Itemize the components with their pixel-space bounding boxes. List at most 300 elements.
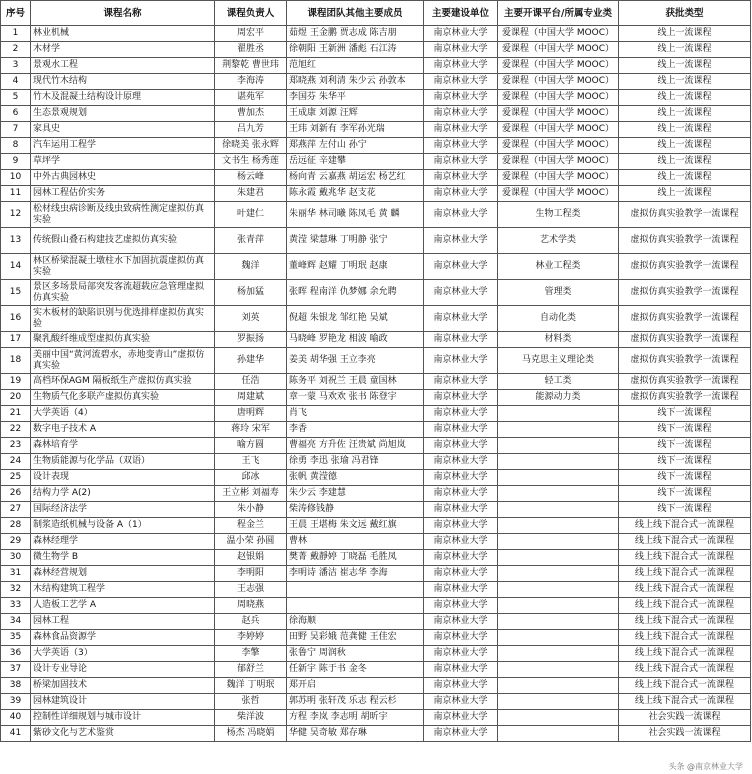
cell-team: 茹煜 王金鹏 贾志成 陈吉朋: [287, 26, 424, 42]
cell-platform: 爱课程（中国大学 MOOC）: [498, 170, 619, 186]
cell-unit: 南京林业大学: [424, 486, 498, 502]
cell-index: 18: [1, 348, 31, 374]
table-row: [1, 390, 751, 406]
cell-unit: 南京林业大学: [424, 42, 498, 58]
cell-lead: 王志强: [215, 582, 287, 598]
cell-type: 线上线下混合式一流课程: [619, 694, 751, 710]
cell-unit: 南京林业大学: [424, 614, 498, 630]
cell-lead: 程金兰: [215, 518, 287, 534]
cell-platform: 艺术学类: [498, 228, 619, 254]
cell-unit: 南京林业大学: [424, 726, 498, 742]
cell-course-name: 数字电子技术 A: [31, 422, 215, 438]
cell-team: 王晨 王堪梅 朱文远 戴红旗: [287, 518, 424, 534]
cell-lead: 柴洋波: [215, 710, 287, 726]
cell-team: 樊菁 戴靜婷 丁晓磊 毛胜凤: [287, 550, 424, 566]
cell-index: 3: [1, 58, 31, 74]
cell-team: 任新宇 陈于书 金冬: [287, 662, 424, 678]
cell-course-name: 木材学: [31, 42, 215, 58]
cell-unit: 南京林业大学: [424, 422, 498, 438]
cell-course-name: 制浆造纸机械与设备 A（1）: [31, 518, 215, 534]
cell-course-name: 中外古典园林史: [31, 170, 215, 186]
cell-type: 线上一流课程: [619, 170, 751, 186]
cell-course-name: 草坪学: [31, 154, 215, 170]
cell-index: 19: [1, 374, 31, 390]
cell-type: 线上一流课程: [619, 90, 751, 106]
cell-team: [287, 598, 424, 614]
cell-index: 16: [1, 306, 31, 332]
cell-index: 6: [1, 106, 31, 122]
cell-course-name: 高档环保AGM 隔板纸生产虚拟仿真实验: [31, 374, 215, 390]
cell-unit: 南京林业大学: [424, 518, 498, 534]
cell-team: 徐勇 李迅 张瑜 冯君锋: [287, 454, 424, 470]
cell-team: 郑燕萍 左付山 孙宁: [287, 138, 424, 154]
cell-type: 线上线下混合式一流课程: [619, 566, 751, 582]
table-row: [1, 74, 751, 90]
cell-course-name: 设计专业导论: [31, 662, 215, 678]
cell-course-name: 生物质能源与化学品（双语）: [31, 454, 215, 470]
cell-index: 4: [1, 74, 31, 90]
cell-course-name: 大学英语（4）: [31, 406, 215, 422]
cell-platform: [498, 614, 619, 630]
table-row: [1, 502, 751, 518]
cell-unit: 南京林业大学: [424, 406, 498, 422]
table-row: [1, 406, 751, 422]
table-row: [1, 306, 751, 332]
cell-index: 1: [1, 26, 31, 42]
cell-lead: 李明阳: [215, 566, 287, 582]
header-team: 课程团队其他主要成员: [287, 1, 424, 26]
cell-lead: 李擎: [215, 646, 287, 662]
table-row: [1, 280, 751, 306]
cell-course-name: 林业机械: [31, 26, 215, 42]
cell-unit: 南京林业大学: [424, 454, 498, 470]
cell-unit: 南京林业大学: [424, 390, 498, 406]
cell-index: 29: [1, 534, 31, 550]
cell-course-name: 控制性详细规划与城市设计: [31, 710, 215, 726]
table-row: [1, 42, 751, 58]
cell-lead: 翟胜丞: [215, 42, 287, 58]
cell-unit: 南京林业大学: [424, 26, 498, 42]
cell-unit: 南京林业大学: [424, 502, 498, 518]
cell-platform: [498, 694, 619, 710]
table-row: [1, 374, 751, 390]
cell-lead: 吕九芳: [215, 122, 287, 138]
cell-team: 董峰辉 赵耀 丁明珉 赵康: [287, 254, 424, 280]
cell-index: 37: [1, 662, 31, 678]
cell-lead: 刘英: [215, 306, 287, 332]
cell-index: 36: [1, 646, 31, 662]
cell-platform: 爱课程（中国大学 MOOC）: [498, 58, 619, 74]
cell-platform: [498, 726, 619, 742]
cell-index: 22: [1, 422, 31, 438]
table-row: [1, 678, 751, 694]
cell-course-name: 桥梁加固技术: [31, 678, 215, 694]
cell-index: 20: [1, 390, 31, 406]
cell-lead: 荆黎乾 曹世玮: [215, 58, 287, 74]
cell-lead: 蒋玲 宋军: [215, 422, 287, 438]
cell-team: 肖飞: [287, 406, 424, 422]
cell-type: 线下一流课程: [619, 438, 751, 454]
cell-unit: 南京林业大学: [424, 280, 498, 306]
cell-lead: 叶建仁: [215, 202, 287, 228]
cell-type: 线下一流课程: [619, 454, 751, 470]
cell-platform: 爱课程（中国大学 MOOC）: [498, 154, 619, 170]
cell-lead: 曹加杰: [215, 106, 287, 122]
cell-team: 李国芬 朱华平: [287, 90, 424, 106]
cell-platform: [498, 598, 619, 614]
cell-unit: 南京林业大学: [424, 662, 498, 678]
cell-team: 李香: [287, 422, 424, 438]
cell-type: 线下一流课程: [619, 486, 751, 502]
cell-lead: 邱冰: [215, 470, 287, 486]
cell-type: 线下一流课程: [619, 502, 751, 518]
cell-team: 姜美 胡华强 王立李亮: [287, 348, 424, 374]
cell-team: 黄滢 梁慧琳 丁明静 张宁: [287, 228, 424, 254]
cell-type: 线下一流课程: [619, 406, 751, 422]
cell-team: 朱少云 李建慧: [287, 486, 424, 502]
cell-team: 郑晓燕 刘利清 朱少云 孙敦本: [287, 74, 424, 90]
cell-type: 虚拟仿真实验教学一流课程: [619, 228, 751, 254]
cell-index: 7: [1, 122, 31, 138]
cell-unit: 南京林业大学: [424, 678, 498, 694]
cell-platform: 林业工程类: [498, 254, 619, 280]
cell-team: 章一蒙 马欢欢 张书 陈登宇: [287, 390, 424, 406]
table-row: [1, 566, 751, 582]
cell-unit: 南京林业大学: [424, 186, 498, 202]
cell-team: 徐海顺: [287, 614, 424, 630]
cell-platform: 爱课程（中国大学 MOOC）: [498, 122, 619, 138]
cell-team: 马晓峰 罗艳龙 相波 喻政: [287, 332, 424, 348]
cell-team: 倪超 朱银龙 邹红艳 吴斌: [287, 306, 424, 332]
cell-unit: 南京林业大学: [424, 566, 498, 582]
cell-platform: [498, 678, 619, 694]
cell-type: 虚拟仿真实验教学一流课程: [619, 280, 751, 306]
header-unit: 主要建设单位: [424, 1, 498, 26]
table-row: [1, 170, 751, 186]
cell-team: 徐朝阳 王新洲 潘彪 石江涛: [287, 42, 424, 58]
table-row: [1, 90, 751, 106]
cell-lead: 郁舒兰: [215, 662, 287, 678]
cell-course-name: 微生物学 B: [31, 550, 215, 566]
cell-index: 14: [1, 254, 31, 280]
cell-platform: 生物工程类: [498, 202, 619, 228]
table-row: [1, 58, 751, 74]
table-row: [1, 454, 751, 470]
cell-index: 33: [1, 598, 31, 614]
table-row: [1, 348, 751, 374]
cell-index: 38: [1, 678, 31, 694]
cell-unit: 南京林业大学: [424, 534, 498, 550]
cell-unit: 南京林业大学: [424, 438, 498, 454]
cell-type: 线上一流课程: [619, 26, 751, 42]
cell-index: 27: [1, 502, 31, 518]
cell-lead: 王立彬 刘福寿: [215, 486, 287, 502]
cell-platform: 马克思主义理论类: [498, 348, 619, 374]
cell-platform: 材料类: [498, 332, 619, 348]
cell-course-name: 森林经理学: [31, 534, 215, 550]
cell-course-name: 园林工程: [31, 614, 215, 630]
cell-unit: 南京林业大学: [424, 550, 498, 566]
cell-type: 线上线下混合式一流课程: [619, 518, 751, 534]
header-type: 获批类型: [619, 1, 751, 26]
cell-unit: 南京林业大学: [424, 374, 498, 390]
cell-course-name: 生态景观规划: [31, 106, 215, 122]
cell-platform: [498, 550, 619, 566]
cell-unit: 南京林业大学: [424, 154, 498, 170]
cell-team: 王成康 刘源 汪辉: [287, 106, 424, 122]
cell-lead: 杨云峰: [215, 170, 287, 186]
cell-unit: 南京林业大学: [424, 694, 498, 710]
cell-course-name: 设计表现: [31, 470, 215, 486]
cell-platform: 自动化类: [498, 306, 619, 332]
cell-course-name: 景区多场景局部突发客流超载应急管理虚拟仿真实验: [31, 280, 215, 306]
cell-course-name: 森林食品资源学: [31, 630, 215, 646]
cell-index: 40: [1, 710, 31, 726]
cell-index: 13: [1, 228, 31, 254]
cell-index: 34: [1, 614, 31, 630]
table-row: [1, 630, 751, 646]
cell-team: 郭苏明 张轩茂 乐志 程云杉: [287, 694, 424, 710]
cell-platform: [498, 518, 619, 534]
cell-lead: 赵银娟: [215, 550, 287, 566]
cell-type: 线上线下混合式一流课程: [619, 678, 751, 694]
cell-lead: 文书生 杨秀莲: [215, 154, 287, 170]
cell-platform: 爱课程（中国大学 MOOC）: [498, 42, 619, 58]
cell-type: 线上线下混合式一流课程: [619, 662, 751, 678]
table-row: [1, 598, 751, 614]
table-row: [1, 646, 751, 662]
cell-platform: [498, 534, 619, 550]
cell-unit: 南京林业大学: [424, 138, 498, 154]
table-row: [1, 438, 751, 454]
table-row: [1, 582, 751, 598]
cell-type: 虚拟仿真实验教学一流课程: [619, 306, 751, 332]
cell-lead: 周晓燕: [215, 598, 287, 614]
cell-platform: 爱课程（中国大学 MOOC）: [498, 26, 619, 42]
cell-type: 虚拟仿真实验教学一流课程: [619, 390, 751, 406]
table-row: [1, 486, 751, 502]
table-header-row: [1, 1, 751, 26]
cell-platform: [498, 406, 619, 422]
cell-team: 柴涛修钱静: [287, 502, 424, 518]
table-row: [1, 106, 751, 122]
cell-lead: 赵兵: [215, 614, 287, 630]
cell-course-name: 现代竹木结构: [31, 74, 215, 90]
cell-team: 张晖 程南洋 仇梦娜 余允聘: [287, 280, 424, 306]
cell-team: 方程 李岚 李志明 胡昕宇: [287, 710, 424, 726]
cell-lead: 罗振扬: [215, 332, 287, 348]
table-row: [1, 138, 751, 154]
cell-type: 线上线下混合式一流课程: [619, 534, 751, 550]
cell-type: 线上一流课程: [619, 122, 751, 138]
cell-index: 39: [1, 694, 31, 710]
cell-index: 10: [1, 170, 31, 186]
cell-type: 线下一流课程: [619, 422, 751, 438]
cell-type: 虚拟仿真实验教学一流课程: [619, 202, 751, 228]
cell-platform: [498, 502, 619, 518]
cell-type: 虚拟仿真实验教学一流课程: [619, 374, 751, 390]
cell-course-name: 林区桥梁混凝土墩柱水下加固抗震虚拟仿真实验: [31, 254, 215, 280]
cell-type: 线上线下混合式一流课程: [619, 582, 751, 598]
cell-type: 线上线下混合式一流课程: [619, 550, 751, 566]
table-row: [1, 534, 751, 550]
cell-unit: 南京林业大学: [424, 202, 498, 228]
table-row: [1, 228, 751, 254]
cell-lead: 张哲: [215, 694, 287, 710]
cell-team: 陈务平 刘祝兰 王晨 童国林: [287, 374, 424, 390]
table-row: [1, 614, 751, 630]
cell-index: 23: [1, 438, 31, 454]
cell-index: 12: [1, 202, 31, 228]
cell-platform: [498, 454, 619, 470]
cell-unit: 南京林业大学: [424, 470, 498, 486]
cell-type: 线上线下混合式一流课程: [619, 630, 751, 646]
cell-team: 杨向青 云嘉燕 胡运宏 杨艺红: [287, 170, 424, 186]
cell-course-name: 紫砂文化与艺术鉴赏: [31, 726, 215, 742]
table-row: [1, 694, 751, 710]
table-body: [1, 26, 751, 742]
cell-platform: 管理类: [498, 280, 619, 306]
cell-course-name: 木结构建筑工程学: [31, 582, 215, 598]
cell-index: 26: [1, 486, 31, 502]
cell-index: 41: [1, 726, 31, 742]
cell-lead: 徐晓美 张永辉: [215, 138, 287, 154]
cell-course-name: 竹木及混凝土结构设计原理: [31, 90, 215, 106]
cell-course-name: 景观水工程: [31, 58, 215, 74]
header-course-name: 课程名称: [31, 1, 215, 26]
cell-index: 9: [1, 154, 31, 170]
cell-unit: 南京林业大学: [424, 710, 498, 726]
cell-unit: 南京林业大学: [424, 90, 498, 106]
table-row: [1, 422, 751, 438]
cell-team: 曹福亮 方升佐 汪贵斌 尚旭岚: [287, 438, 424, 454]
cell-team: 朱丽华 林司曦 陈凤毛 黄 麟: [287, 202, 424, 228]
cell-type: 线上一流课程: [619, 186, 751, 202]
cell-course-name: 园林建筑设计: [31, 694, 215, 710]
table-row: [1, 710, 751, 726]
table-row: [1, 122, 751, 138]
cell-index: 11: [1, 186, 31, 202]
cell-course-name: 聚乳酸纤维成型虚拟仿真实验: [31, 332, 215, 348]
cell-index: 8: [1, 138, 31, 154]
cell-course-name: 松材线虫病诊断及线虫致病性测定虚拟仿真实验: [31, 202, 215, 228]
cell-platform: [498, 662, 619, 678]
cell-team: 华健 吴奇敏 郑存琳: [287, 726, 424, 742]
cell-type: 线上一流课程: [619, 42, 751, 58]
cell-type: 社会实践一流课程: [619, 710, 751, 726]
watermark-label: 头条 @南京林业大学: [665, 761, 746, 772]
cell-lead: 周宏平: [215, 26, 287, 42]
cell-team: [287, 582, 424, 598]
cell-index: 24: [1, 454, 31, 470]
cell-lead: 杨杰 冯晓娟: [215, 726, 287, 742]
cell-type: 社会实践一流课程: [619, 726, 751, 742]
cell-unit: 南京林业大学: [424, 122, 498, 138]
cell-platform: [498, 470, 619, 486]
cell-platform: [498, 630, 619, 646]
cell-platform: [498, 422, 619, 438]
cell-course-name: 家具史: [31, 122, 215, 138]
cell-lead: 魏洋 丁明珉: [215, 678, 287, 694]
cell-team: 郑开启: [287, 678, 424, 694]
cell-course-name: 大学英语（3）: [31, 646, 215, 662]
cell-team: 范旭红: [287, 58, 424, 74]
table-row: [1, 518, 751, 534]
cell-lead: 周建斌: [215, 390, 287, 406]
cell-platform: 轻工类: [498, 374, 619, 390]
cell-index: 30: [1, 550, 31, 566]
table-row: [1, 26, 751, 42]
table-row: [1, 332, 751, 348]
cell-team: 岳远征 辛建攀: [287, 154, 424, 170]
table-row: [1, 202, 751, 228]
cell-lead: 杨加猛: [215, 280, 287, 306]
cell-course-name: 园林工程估价实务: [31, 186, 215, 202]
cell-unit: 南京林业大学: [424, 646, 498, 662]
cell-platform: [498, 566, 619, 582]
cell-lead: 唐明辉: [215, 406, 287, 422]
cell-index: 25: [1, 470, 31, 486]
header-index: 序号: [1, 1, 31, 26]
cell-unit: 南京林业大学: [424, 630, 498, 646]
table-row: [1, 254, 751, 280]
cell-course-name: 国际经济法学: [31, 502, 215, 518]
cell-lead: 喻方圆: [215, 438, 287, 454]
cell-platform: [498, 486, 619, 502]
cell-course-name: 森林经营规划: [31, 566, 215, 582]
cell-team: 曹林: [287, 534, 424, 550]
cell-lead: 李海涛: [215, 74, 287, 90]
cell-lead: 李婷婷: [215, 630, 287, 646]
cell-unit: 南京林业大学: [424, 170, 498, 186]
cell-lead: 温小荣 孙圆: [215, 534, 287, 550]
header-lead: 课程负责人: [215, 1, 287, 26]
cell-platform: 爱课程（中国大学 MOOC）: [498, 106, 619, 122]
cell-index: 5: [1, 90, 31, 106]
cell-team: 张鲁宁 周润秋: [287, 646, 424, 662]
table-row: [1, 154, 751, 170]
cell-platform: [498, 646, 619, 662]
table-row: [1, 186, 751, 202]
cell-unit: 南京林业大学: [424, 582, 498, 598]
cell-course-name: 人造板工艺学 A: [31, 598, 215, 614]
cell-platform: [498, 438, 619, 454]
table-row: [1, 726, 751, 742]
cell-lead: 任浩: [215, 374, 287, 390]
cell-team: 张帆 黄滢德: [287, 470, 424, 486]
cell-team: 田野 吴彩娥 范龚健 王佳宏: [287, 630, 424, 646]
cell-lead: 朱小静: [215, 502, 287, 518]
cell-team: 李明诗 潘洁 崔志华 李海: [287, 566, 424, 582]
cell-unit: 南京林业大学: [424, 332, 498, 348]
cell-lead: 孙建华: [215, 348, 287, 374]
cell-type: 虚拟仿真实验教学一流课程: [619, 254, 751, 280]
cell-type: 线上一流课程: [619, 58, 751, 74]
cell-index: 32: [1, 582, 31, 598]
cell-index: 21: [1, 406, 31, 422]
cell-platform: 爱课程（中国大学 MOOC）: [498, 138, 619, 154]
cell-course-name: 结构力学 A(2): [31, 486, 215, 502]
cell-type: 虚拟仿真实验教学一流课程: [619, 348, 751, 374]
cell-course-name: 美丽中国“黄河流碧水，赤地变青山”虚拟仿真实验: [31, 348, 215, 374]
cell-type: 线上线下混合式一流课程: [619, 598, 751, 614]
cell-unit: 南京林业大学: [424, 74, 498, 90]
cell-course-name: 汽车运用工程学: [31, 138, 215, 154]
header-platform: 主要开课平台/所属专业类: [498, 1, 619, 26]
cell-type: 线上一流课程: [619, 154, 751, 170]
cell-lead: 魏洋: [215, 254, 287, 280]
cell-platform: 能源动力类: [498, 390, 619, 406]
